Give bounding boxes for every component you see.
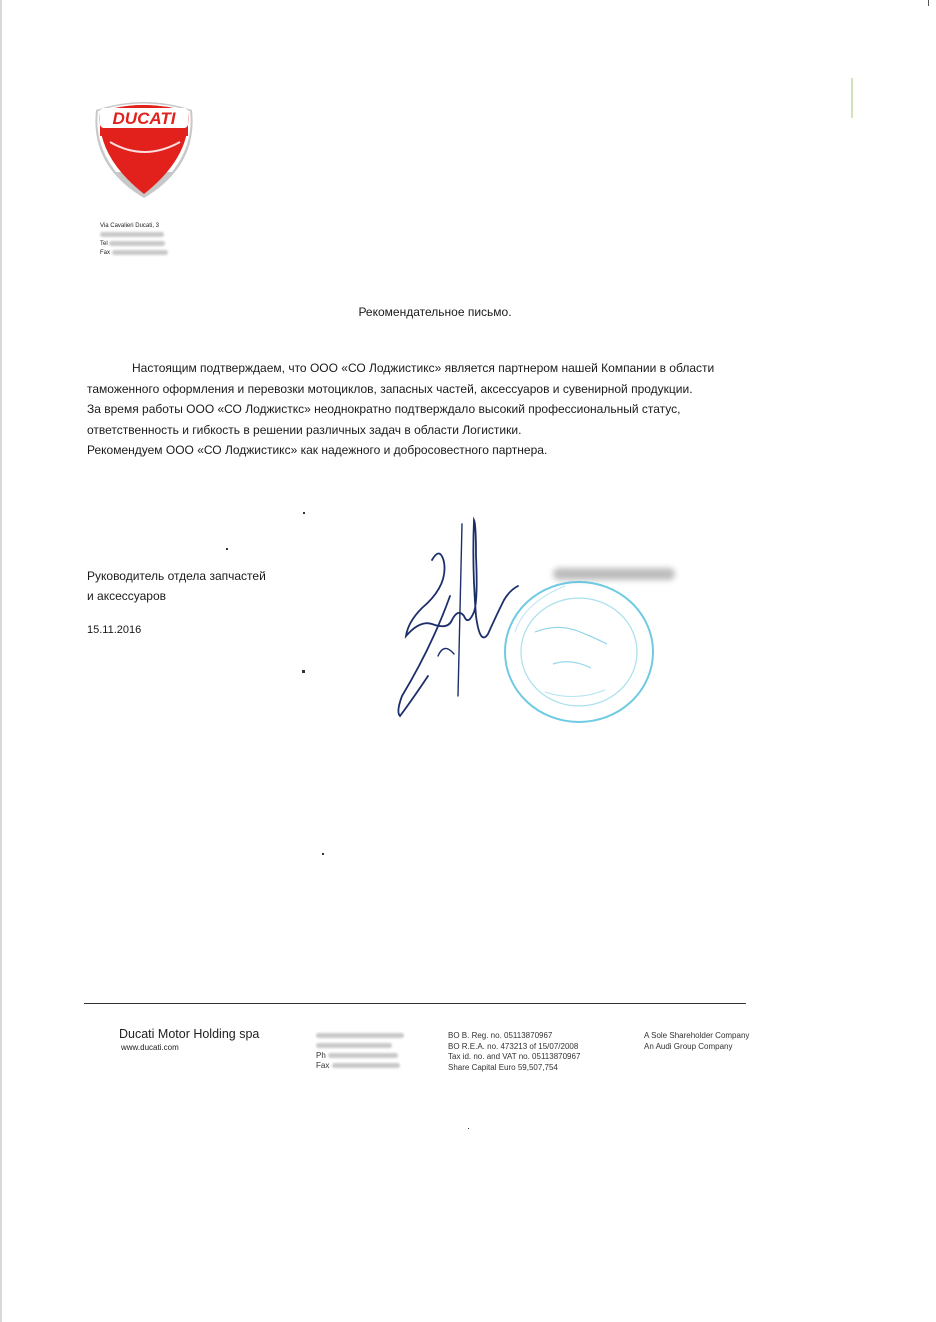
scan-speck	[302, 670, 305, 673]
scan-speck	[226, 548, 228, 550]
position-line: и аксессуаров	[87, 589, 167, 603]
footer-contacts	[316, 1031, 404, 1071]
holder-line: A Sole Shareholder Company	[644, 1031, 750, 1040]
address-line: Via Cavalieri Ducati, 3	[100, 223, 159, 229]
letter-body	[87, 358, 807, 461]
redacted-address	[316, 1033, 404, 1038]
header-address	[100, 222, 168, 258]
letter-date: 15.11.2016	[87, 624, 142, 636]
body-line: Настоящим подтверждаем, что ООО «СО Лоджистикс» является партнером нашей Компании в области	[132, 361, 715, 375]
footer-website: www.ducati.com	[121, 1043, 179, 1052]
redacted-city	[100, 232, 164, 237]
body-line: За время работы ООО «СО Лоджисткс» неоднократно подтверждало высокий профессиональный статус,	[87, 402, 681, 416]
reg-line: BO R.E.A. no. 473213 of 15/07/2008	[448, 1041, 579, 1051]
fax-label: Fax	[100, 250, 111, 256]
scan-mark	[928, 0, 929, 6]
ducati-logo	[88, 96, 200, 200]
position-line: Руководитель отдела запчастей	[87, 569, 266, 583]
scan-speck	[322, 853, 324, 855]
redacted-fax	[332, 1063, 400, 1068]
footer-ph-label: Ph	[316, 1051, 326, 1060]
redacted-city	[316, 1043, 392, 1048]
logo-text: DUCATI	[112, 109, 176, 128]
footer-divider	[84, 1003, 746, 1004]
scan-speck	[468, 1128, 469, 1129]
holder-line: An Audi Group Company	[644, 1041, 733, 1051]
redacted-phone	[328, 1053, 398, 1058]
letter-title: Рекомендательное письмо.	[358, 305, 512, 319]
body-line: Рекомендуем ООО «СО Лоджистикс» как надежного и добросовестного партнера.	[87, 443, 548, 457]
reg-line: Share Capital Euro 59,507,754	[448, 1062, 558, 1072]
body-line: ответственность и гибкость в решении различных задач в области Логистики.	[87, 422, 522, 437]
reg-line: BO B. Reg. no. 05113870967	[448, 1031, 553, 1040]
footer-company-name: Ducati Motor Holding spa	[119, 1027, 260, 1041]
scan-edge	[0, 0, 2, 1322]
handwritten-signature	[392, 516, 527, 721]
footer-fax-label: Fax	[316, 1061, 330, 1070]
footer-shareholder	[644, 1031, 749, 1052]
redacted-tel	[109, 241, 165, 246]
tel-label: Tel	[100, 241, 108, 247]
scan-speck	[303, 512, 305, 514]
signer-position	[87, 566, 266, 606]
body-line: таможенного оформления и перевозки мотоциклов, запасных частей, аксессуаров и сувенирной продукции.	[87, 381, 693, 396]
scan-artifact	[851, 78, 853, 118]
reg-line: Tax id. no. and VAT no. 05113870967	[448, 1052, 581, 1061]
footer-registration	[448, 1031, 580, 1073]
redacted-fax	[112, 250, 168, 255]
